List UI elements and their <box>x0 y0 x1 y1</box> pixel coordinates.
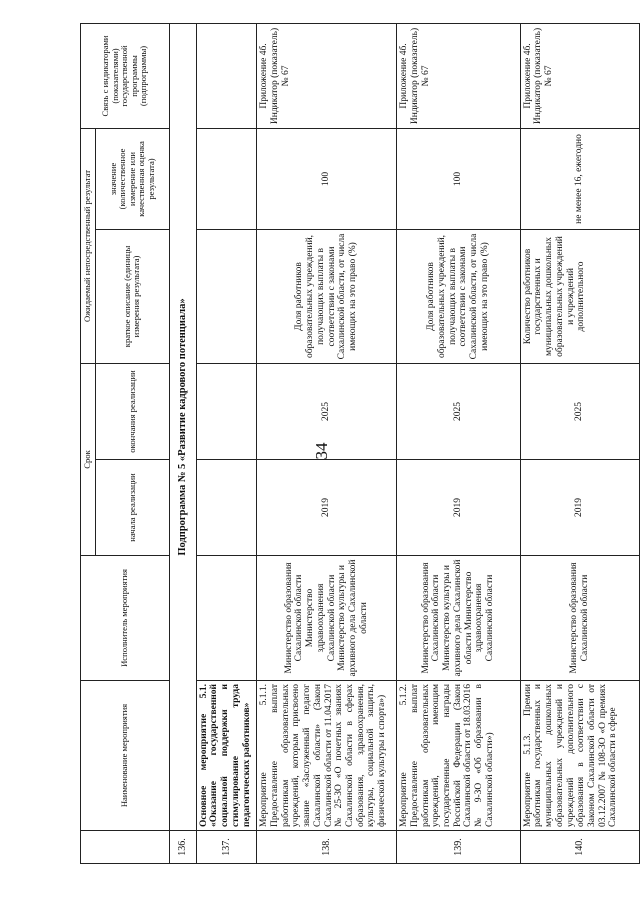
end-cell <box>196 363 256 459</box>
link-cell: Приложение 4б. Индикатор (показатель) № 67 <box>257 23 397 128</box>
header-executor: Исполнитель мероприятия <box>81 556 170 681</box>
header-name: Наименование мероприятия <box>81 681 170 831</box>
table-row-137 <box>196 23 256 863</box>
executor-cell: Министерство образования Сахалинской области Министерство культуры и архивного дела Сахалинской области Министерство здравоохранения Сахалинской области <box>397 556 521 681</box>
link-cell: Приложение 4б. Индикатор (показатель) № 67 <box>520 23 639 128</box>
header-link: Связь с индикаторами (показателями) государственной программы (подпрограммы) <box>81 23 170 128</box>
start-cell <box>196 460 256 556</box>
row-number: 139. <box>397 831 521 864</box>
value-cell: 100 <box>397 128 521 229</box>
row-number: 140. <box>520 831 639 864</box>
executor-cell: Министерство образования Сахалинской области <box>520 556 639 681</box>
rotated-table-wrapper <box>80 24 640 864</box>
header-num <box>81 831 170 864</box>
desc-cell: Количество работников государственных и муниципальных дошкольных образовательных учреждений и учреждений дополнительного <box>520 229 639 363</box>
header-expected: Ожидаемый непосредственный результат <box>81 128 96 363</box>
header-row-1 <box>81 23 96 863</box>
start-cell: 2019 <box>257 460 397 556</box>
header-start: начала реализации <box>95 460 169 556</box>
desc-cell: Доля работников образовательных учреждений, получающих выплаты в соответствии с законами Сахалинской области, от числа имеющих на это право (%) <box>397 229 521 363</box>
end-cell: 2025 <box>397 363 521 459</box>
row-number: 136. <box>169 831 196 864</box>
table-row-140 <box>520 23 639 863</box>
main-measure-name: Основное мероприятие 5.1. «Оказание государственной социальной поддержки и стимулирование труда педагогических работников» <box>196 681 256 831</box>
table-row-136 <box>169 23 196 863</box>
table-row-139 <box>397 23 521 863</box>
header-value: значение (количественное измерение или качественная оценка результата) <box>95 128 169 229</box>
start-cell: 2019 <box>397 460 521 556</box>
measure-name: Мероприятие 5.1.3. Премии работникам государственных и муниципальных дошкольных образовательных учреждений и учреждений дополнительного образования в соответствии с Законом Сахалинской области от 03.12.2007 № 108-ЗО «О премиях Сахалинской области в сфере <box>520 681 639 831</box>
link-cell <box>196 23 256 128</box>
row-number: 138. <box>257 831 397 864</box>
table-row-138 <box>257 23 397 863</box>
value-cell: 100 <box>257 128 397 229</box>
end-cell: 2025 <box>520 363 639 459</box>
end-cell: 2025 <box>257 363 397 459</box>
start-cell: 2019 <box>520 460 639 556</box>
link-cell: Приложение 4б. Индикатор (показатель) № 67 <box>397 23 521 128</box>
executor-cell: Министерство образования Сахалинской области Министерство здравоохранения Сахалинской области Министерство культуры и архивного дела Сахалинской области <box>257 556 397 681</box>
row-number: 137. <box>196 831 256 864</box>
measure-name: Мероприятие 5.1.1. Предоставление выплат работникам образовательных учреждений, которым присвоено звание «Заслуженный педагог Сахалинской области» (Закон Сахалинской области от 11.04.2017 № 25-ЗО «О почетных званиях Сахалинской области в сферах образования, здравоохранения, культуры, социальной защиты, физической культуры и спорта») <box>257 681 397 831</box>
measures-table <box>80 23 640 864</box>
header-end: окончания реализации <box>95 363 169 459</box>
page-number: 34 <box>312 442 331 460</box>
value-cell <box>196 128 256 229</box>
header-desc: краткое описание (единицы измерения результата) <box>95 229 169 363</box>
executor-cell <box>196 556 256 681</box>
value-cell: не менее 16, ежегодно <box>520 128 639 229</box>
subprogram-title: Подпрограмма № 5 «Развитие кадрового потенциала» <box>169 23 196 830</box>
measure-name: Мероприятие 5.1.2. Предоставление выплат работникам образовательных учреждений, имеющим государственные награды Российской Федерации (Закон Сахалинской области от 18.03.2016 № 9-ЗО «Об образовании в Сахалинской области») <box>397 681 521 831</box>
desc-cell: Доля работников образовательных учреждений, получающих выплаты в соответствии с законами Сахалинской области, от числа имеющих на это право (%) <box>257 229 397 363</box>
header-term: Срок <box>81 363 96 555</box>
desc-cell <box>196 229 256 363</box>
